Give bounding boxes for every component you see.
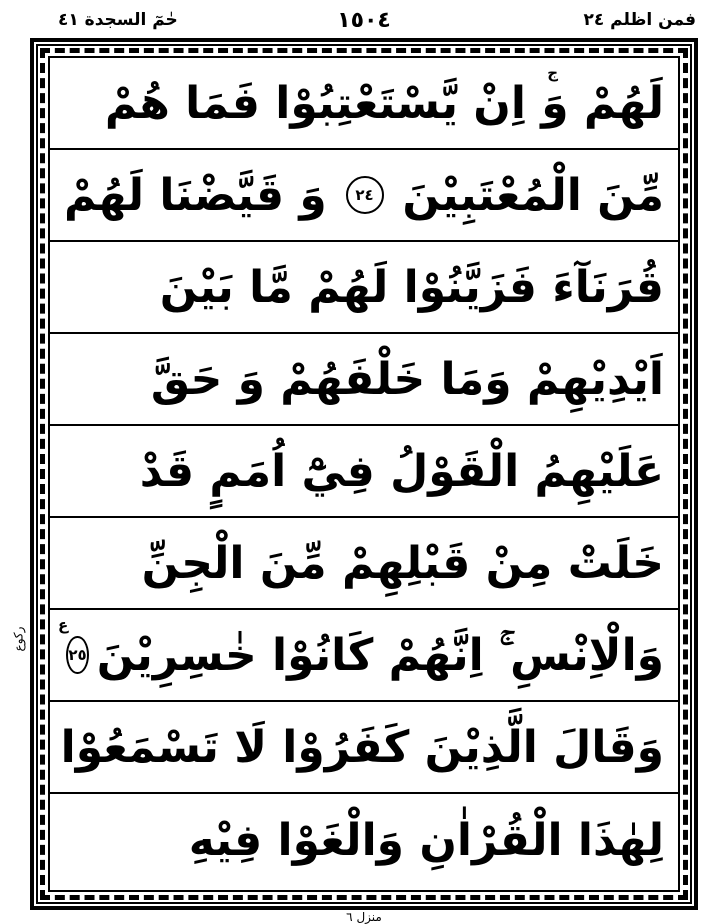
ayah-number-marker: ٢٤ <box>346 176 384 214</box>
line-text: خَلَتْ مِنْ قَبْلِهِمْ مِّنَ الْجِنِّ <box>141 537 664 589</box>
pause-mark: ج <box>547 64 558 82</box>
line-text: وَقَالَ الَّذِيْنَ كَفَرُوْا لَا تَسْمَعُوْا <box>60 721 664 773</box>
surah-heading: حٰمٓ السجدة ٤١ <box>58 10 178 30</box>
ruku-mark: ع <box>58 616 69 634</box>
line-text: قُرَنَآءَ فَزَيَّنُوْا لَهُمْ مَّا بَيْنَ <box>159 261 664 313</box>
juz-heading: فمن اظلم ٢٤ <box>583 10 696 30</box>
line-text: عَلَيْهِمُ الْقَوْلُ فِيْٓ اُمَمٍ قَدْ <box>139 445 664 497</box>
line-text-before: مِّنَ الْمُعْتَبِيْنَ <box>402 169 664 221</box>
text-line-7 <box>50 610 678 702</box>
text-line-9 <box>50 794 678 886</box>
ayah-number-marker: ٢٥ <box>66 636 88 674</box>
line-text-before: وَالْاِنْسِ ۚ اِنَّهُمْ كَانُوْا خٰسِرِيْنَ <box>96 629 664 681</box>
text-line-1 <box>50 58 678 150</box>
text-line-5 <box>50 426 678 518</box>
margin-note: ركوع <box>11 626 26 652</box>
text-line-6 <box>50 518 678 610</box>
line-text: اَيْدِيْهِمْ وَمَا خَلْفَهُمْ وَ حَقَّ <box>150 353 664 405</box>
text-line-2 <box>50 150 678 242</box>
line-text: لِهٰذَا الْقُرْاٰنِ وَالْغَوْا فِيْهِ <box>188 814 664 866</box>
page-number: ١٥٠٤ <box>337 8 391 33</box>
text-line-4 <box>50 334 678 426</box>
text-line-3 <box>50 242 678 334</box>
line-text-after: وَ قَيَّضْنَا لَهُمْ <box>64 169 327 221</box>
page-header <box>0 10 728 40</box>
text-line-8 <box>50 702 678 794</box>
line-text: لَهُمْ وَ اِنْ يَّسْتَعْتِبُوْا فَمَا هُمْ <box>104 77 664 129</box>
footer-manzil: منزل ٦ <box>346 910 382 924</box>
text-block <box>50 58 678 890</box>
